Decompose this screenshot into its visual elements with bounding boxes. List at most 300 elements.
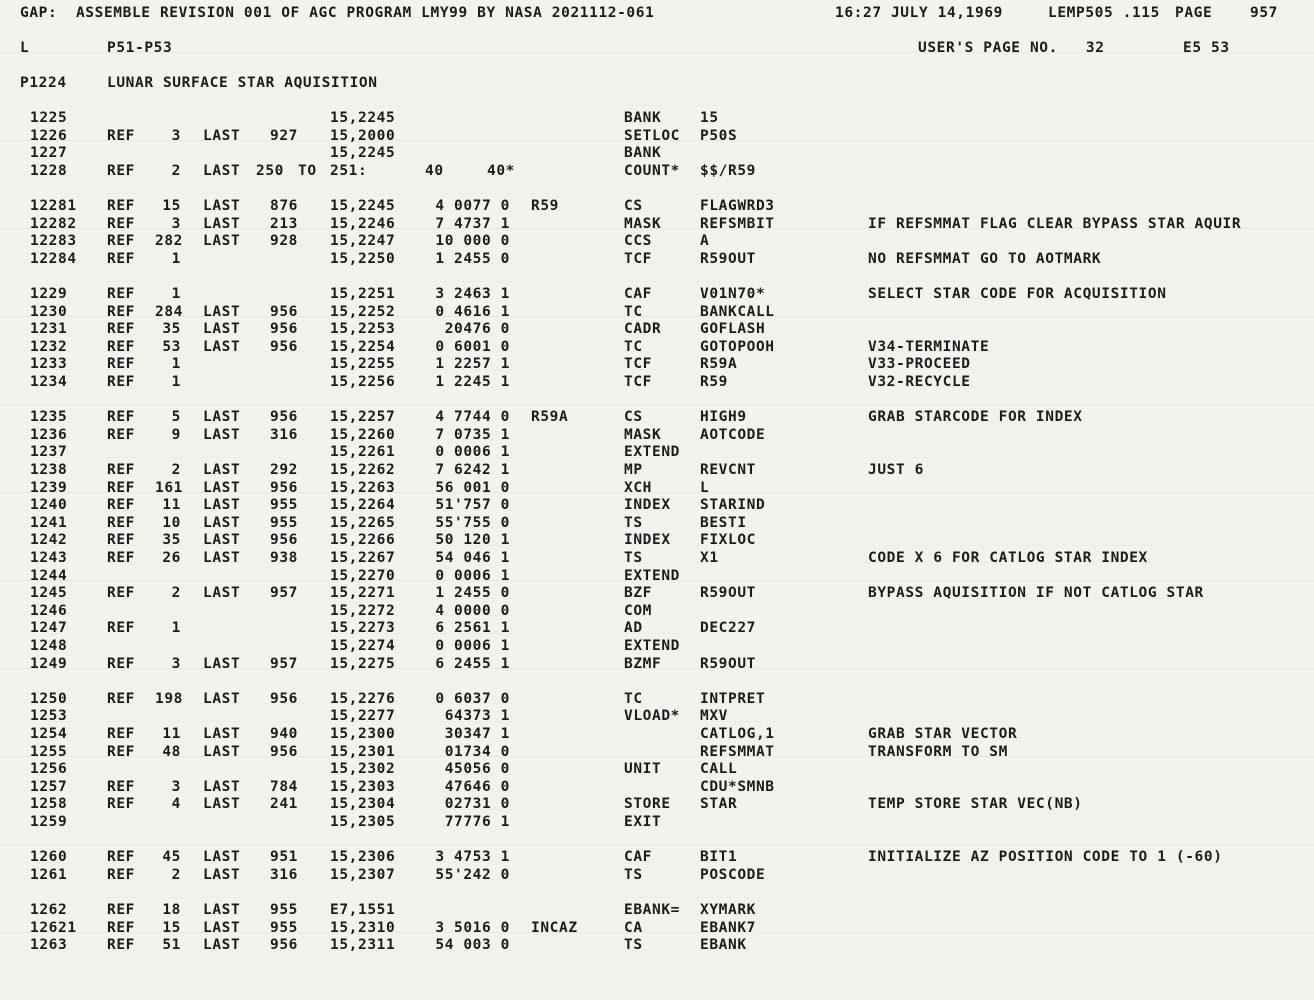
last-line: 951 xyxy=(270,849,298,866)
listing-code: L xyxy=(20,40,30,56)
line-number: 1233 xyxy=(30,356,68,373)
last-line: 213 xyxy=(270,215,298,232)
address: 15,2310 xyxy=(330,919,396,936)
machine-word: 0 6037 0 xyxy=(435,690,510,707)
section-title: LUNAR SURFACE STAR AQUISITION xyxy=(107,75,378,91)
address: 15,2303 xyxy=(330,778,396,795)
address: 15,2307 xyxy=(330,866,396,883)
listing-row xyxy=(0,638,1314,655)
operand: A xyxy=(700,233,710,250)
operand: 15 xyxy=(700,110,719,126)
address: 15,2306 xyxy=(330,849,396,866)
line-number: 1235 xyxy=(30,409,68,426)
address: 15,2274 xyxy=(330,638,396,654)
operand: INTPRET xyxy=(700,690,766,707)
last-keyword: LAST xyxy=(203,726,241,742)
operand: R59 xyxy=(700,374,728,390)
ref-keyword: REF xyxy=(107,127,135,144)
last-line: 876 xyxy=(270,198,298,214)
ref-keyword: REF xyxy=(107,796,135,813)
ref-count: 2 xyxy=(171,585,181,602)
operand: V01N70* xyxy=(700,286,766,302)
machine-word: 54 046 1 xyxy=(435,550,510,566)
last-line: 955 xyxy=(270,919,298,936)
address: 15,2266 xyxy=(330,532,396,549)
address: 15,2000 xyxy=(330,127,396,144)
machine-word: 10 000 0 xyxy=(435,233,510,250)
operand: R59OUT xyxy=(700,585,756,602)
operand: POSCODE xyxy=(700,866,766,883)
machine-word: 1 2245 1 xyxy=(435,374,510,390)
operand: DEC227 xyxy=(700,620,756,637)
ref-keyword: REF xyxy=(107,902,135,918)
listing-row xyxy=(0,198,1314,215)
operand: XYMARK xyxy=(700,902,756,918)
last-line: 955 xyxy=(270,497,298,514)
last-line: 956 xyxy=(270,479,298,496)
ref-keyword: REF xyxy=(107,409,135,426)
users-page-number: USER'S PAGE NO. 32 xyxy=(918,40,1105,56)
ref-count: 48 xyxy=(162,743,181,760)
line-number: 12283 xyxy=(30,233,77,250)
opcode: STORE xyxy=(624,796,671,813)
listing-row xyxy=(0,796,1314,813)
machine-word: 4 0077 0 xyxy=(435,198,510,214)
ref-keyword: REF xyxy=(107,303,135,320)
last-line: 292 xyxy=(270,462,298,478)
line-number: 1226 xyxy=(30,127,68,144)
last-keyword: LAST xyxy=(203,215,241,232)
last-line: 784 xyxy=(270,778,298,795)
operand: BESTI xyxy=(700,514,747,531)
listing-row xyxy=(0,691,1314,708)
line-number: 1253 xyxy=(30,708,68,725)
opcode: BZF xyxy=(624,585,652,602)
address: 15,2245 xyxy=(330,110,396,126)
listing-row xyxy=(0,532,1314,549)
ref-keyword: REF xyxy=(107,743,135,760)
last-line: 927 xyxy=(270,127,298,144)
last-keyword: LAST xyxy=(203,479,241,496)
machine-word: 0 0006 1 xyxy=(435,638,510,654)
ref-count: 45 xyxy=(162,849,181,866)
machine-word: 55'755 0 xyxy=(435,514,510,531)
ref-count: 1 xyxy=(171,374,181,390)
opcode: TC xyxy=(624,690,643,707)
address: 15,2252 xyxy=(330,303,396,320)
last-keyword: LAST xyxy=(203,426,241,443)
line-number: 1255 xyxy=(30,743,68,760)
machine-word: 20476 0 xyxy=(444,321,510,338)
listing-row xyxy=(0,480,1314,497)
opcode: TCF xyxy=(624,374,652,390)
address: E7,1551 xyxy=(330,902,396,918)
ref-count: 35 xyxy=(162,532,181,549)
opcode: CCS xyxy=(624,233,652,250)
page-number: 957 xyxy=(1250,5,1278,21)
listing-row xyxy=(0,761,1314,778)
address: 15,2251 xyxy=(330,286,396,302)
address: 15,2301 xyxy=(330,743,396,760)
listing-row xyxy=(0,128,1314,145)
last-keyword: LAST xyxy=(203,778,241,795)
ref-keyword: REF xyxy=(107,374,135,390)
ref-count: 2 xyxy=(171,866,181,883)
machine-word: 0 6001 0 xyxy=(435,338,510,355)
line-number: 1236 xyxy=(30,426,68,443)
assembly-header: GAP: ASSEMBLE REVISION 001 OF AGC PROGRAM LMY99 BY NASA 2021112-061 xyxy=(20,5,655,21)
address: 15,2277 xyxy=(330,708,396,725)
listing-row xyxy=(0,867,1314,884)
last-keyword: LAST xyxy=(203,796,241,813)
ref-keyword: REF xyxy=(107,321,135,338)
last-keyword: LAST xyxy=(203,866,241,883)
opcode: CA xyxy=(624,919,643,936)
last-line: 956 xyxy=(270,937,298,954)
machine-word: 55'242 0 xyxy=(435,866,510,883)
section-code: E5 53 xyxy=(1183,40,1230,56)
address: 15,2247 xyxy=(330,233,396,250)
opcode: MASK xyxy=(624,215,662,232)
last-keyword: LAST xyxy=(203,690,241,707)
line-number: 1257 xyxy=(30,778,68,795)
ref-keyword: REF xyxy=(107,514,135,531)
machine-word: 4 0000 0 xyxy=(435,602,510,619)
assembly-datetime: 16:27 JULY 14,1969 xyxy=(835,5,1003,21)
ref-count: 15 xyxy=(162,919,181,936)
opcode: TS xyxy=(624,514,643,531)
operand: STAR xyxy=(700,796,738,813)
line-number: 1243 xyxy=(30,550,68,566)
operand: REFSMBIT xyxy=(700,215,775,232)
ref-count: 1 xyxy=(171,286,181,302)
operand: CATLOG,1 xyxy=(700,726,775,742)
opcode: TCF xyxy=(624,356,652,373)
last-line: 938 xyxy=(270,550,298,566)
count-value: 40 xyxy=(425,162,444,179)
machine-word: 7 6242 1 xyxy=(435,462,510,478)
ref-keyword: REF xyxy=(107,585,135,602)
address: 15,2311 xyxy=(330,937,396,954)
listing-row xyxy=(0,779,1314,796)
last-line: 956 xyxy=(270,690,298,707)
operand: FIXLOC xyxy=(700,532,756,549)
opcode: CS xyxy=(624,409,643,426)
operand: CDU*SMNB xyxy=(700,778,775,795)
ref-keyword: REF xyxy=(107,338,135,355)
line-number: 1241 xyxy=(30,514,68,531)
line-number: 1228 xyxy=(30,162,68,179)
ref-count: 2 xyxy=(171,162,181,179)
ref-count: 198 xyxy=(155,690,183,707)
opcode: TC xyxy=(624,338,643,355)
operand: BANKCALL xyxy=(700,303,775,320)
address: 15,2262 xyxy=(330,462,396,478)
machine-word: 6 2455 1 xyxy=(435,655,510,672)
line-number: 1248 xyxy=(30,638,68,654)
listing-row xyxy=(0,356,1314,373)
last-line: 940 xyxy=(270,726,298,742)
ref-count: 282 xyxy=(155,233,183,250)
address: 15,2245 xyxy=(330,145,396,162)
operand: HIGH9 xyxy=(700,409,747,426)
comment: V34-TERMINATE xyxy=(868,338,990,355)
ref-keyword: REF xyxy=(107,866,135,883)
line-number: 1238 xyxy=(30,462,68,478)
line-number: 1234 xyxy=(30,374,68,390)
address: 15,2250 xyxy=(330,250,396,267)
line-number: 1247 xyxy=(30,620,68,637)
line-number: 1246 xyxy=(30,602,68,619)
machine-word: 30347 1 xyxy=(444,726,510,742)
address: 15,2302 xyxy=(330,761,396,778)
ref-keyword: REF xyxy=(107,162,135,179)
opcode: CS xyxy=(624,198,643,214)
listing-row xyxy=(0,304,1314,321)
address: 15,2254 xyxy=(330,338,396,355)
operand: R59OUT xyxy=(700,250,756,267)
address: 15,2300 xyxy=(330,726,396,742)
address: 15,2265 xyxy=(330,514,396,531)
to-keyword: TO xyxy=(298,162,317,179)
address: 15,2260 xyxy=(330,426,396,443)
last-line: 956 xyxy=(270,321,298,338)
line-number: 1227 xyxy=(30,145,68,162)
listing-row xyxy=(0,145,1314,162)
opcode: BANK xyxy=(624,110,662,126)
comment: TRANSFORM TO SM xyxy=(868,743,1008,760)
line-number: 12621 xyxy=(30,919,77,936)
listing-row xyxy=(0,726,1314,743)
listing-row xyxy=(0,937,1314,954)
ref-count: 18 xyxy=(162,902,181,918)
last-keyword: LAST xyxy=(203,550,241,566)
line-number: 1230 xyxy=(30,303,68,320)
ref-keyword: REF xyxy=(107,198,135,214)
machine-word: 3 2463 1 xyxy=(435,286,510,302)
last-line: 957 xyxy=(270,585,298,602)
ref-keyword: REF xyxy=(107,532,135,549)
opcode: EXTEND xyxy=(624,444,680,461)
address: 15,2270 xyxy=(330,567,396,584)
last-keyword: LAST xyxy=(203,321,241,338)
listing-row xyxy=(0,585,1314,602)
ref-count: 3 xyxy=(171,655,181,672)
comment: NO REFSMMAT GO TO AOTMARK xyxy=(868,250,1102,267)
address: 15,2256 xyxy=(330,374,396,390)
last-line: 956 xyxy=(270,532,298,549)
listing-row xyxy=(0,497,1314,514)
ref-count: 3 xyxy=(171,215,181,232)
operand: EBANK7 xyxy=(700,919,756,936)
last-keyword: LAST xyxy=(203,514,241,531)
last-keyword: LAST xyxy=(203,303,241,320)
last-keyword: LAST xyxy=(203,532,241,549)
ref-keyword: REF xyxy=(107,778,135,795)
listing-row xyxy=(0,110,1314,127)
line-number: 1250 xyxy=(30,690,68,707)
machine-word: 02731 0 xyxy=(444,796,510,813)
opcode: TS xyxy=(624,937,643,954)
address: 15,2272 xyxy=(330,602,396,619)
last-keyword: LAST xyxy=(203,497,241,514)
machine-word: 64373 1 xyxy=(444,708,510,725)
listing-row xyxy=(0,620,1314,637)
last-line: 956 xyxy=(270,409,298,426)
operand: REVCNT xyxy=(700,462,756,478)
ref-count: 5 xyxy=(171,409,181,426)
listing-row xyxy=(0,656,1314,673)
comment: V33-PROCEED xyxy=(868,356,971,373)
machine-word: 0 0006 1 xyxy=(435,567,510,584)
ref-keyword: REF xyxy=(107,919,135,936)
opcode: UNIT xyxy=(624,761,662,778)
opcode: INDEX xyxy=(624,532,671,549)
opcode: BZMF xyxy=(624,655,662,672)
address: 15,2273 xyxy=(330,620,396,637)
last-line: 955 xyxy=(270,902,298,918)
operand: CALL xyxy=(700,761,738,778)
ref-keyword: REF xyxy=(107,215,135,232)
line-number: 1258 xyxy=(30,796,68,813)
machine-word: 3 5016 0 xyxy=(435,919,510,936)
line-number: 1262 xyxy=(30,902,68,918)
line-number: 1244 xyxy=(30,567,68,584)
line-number: 1237 xyxy=(30,444,68,461)
opcode: CAF xyxy=(624,286,652,302)
line-number: 1240 xyxy=(30,497,68,514)
operand: GOFLASH xyxy=(700,321,766,338)
listing-row xyxy=(0,550,1314,567)
line-number: 1225 xyxy=(30,110,68,126)
address: 15,2255 xyxy=(330,356,396,373)
address: 15,2263 xyxy=(330,479,396,496)
listing-row xyxy=(0,902,1314,919)
machine-word: 77776 1 xyxy=(444,814,510,830)
line-number: 12284 xyxy=(30,250,77,267)
opcode: CAF xyxy=(624,849,652,866)
ref-keyword: REF xyxy=(107,726,135,742)
program-range: P51-P53 xyxy=(107,40,173,56)
last-line: 956 xyxy=(270,303,298,320)
comment: TEMP STORE STAR VEC(NB) xyxy=(868,796,1083,813)
opcode: EXTEND xyxy=(624,567,680,584)
last-line: 956 xyxy=(270,743,298,760)
line-number: 12281 xyxy=(30,198,77,214)
machine-word: 4 7744 0 xyxy=(435,409,510,426)
line-number: 1259 xyxy=(30,814,68,830)
last-keyword: LAST xyxy=(203,849,241,866)
ref-keyword: REF xyxy=(107,462,135,478)
last-line: 241 xyxy=(270,796,298,813)
opcode: XCH xyxy=(624,479,652,496)
ref-keyword: REF xyxy=(107,550,135,566)
ref-count: 9 xyxy=(171,426,181,443)
line-number: 1229 xyxy=(30,286,68,302)
last-line: 956 xyxy=(270,338,298,355)
comment: CODE X 6 FOR CATLOG STAR INDEX xyxy=(868,550,1148,566)
listing-row xyxy=(0,568,1314,585)
address: 15,2304 xyxy=(330,796,396,813)
line-number: 1232 xyxy=(30,338,68,355)
operand: L xyxy=(700,479,710,496)
opcode: COM xyxy=(624,602,652,619)
opcode: TS xyxy=(624,550,643,566)
comment: V32-RECYCLE xyxy=(868,374,971,390)
ref-count: 1 xyxy=(171,250,181,267)
listing-row xyxy=(0,444,1314,461)
listing-row xyxy=(0,409,1314,426)
line-number: 1256 xyxy=(30,761,68,778)
ref-keyword: REF xyxy=(107,426,135,443)
comment: GRAB STAR VECTOR xyxy=(868,726,1018,742)
last-line: 928 xyxy=(270,233,298,250)
last-keyword: LAST xyxy=(203,902,241,918)
listing-row xyxy=(0,286,1314,303)
page-label: PAGE xyxy=(1175,5,1213,21)
ref-count: 11 xyxy=(162,726,181,742)
last-keyword: LAST xyxy=(203,338,241,355)
ref-keyword: REF xyxy=(107,655,135,672)
line-number: 1260 xyxy=(30,849,68,866)
section-id: P1224 xyxy=(20,75,67,91)
machine-word: 0 0006 1 xyxy=(435,444,510,461)
opcode: EXIT xyxy=(624,814,662,830)
operand: MXV xyxy=(700,708,728,725)
label: R59A xyxy=(531,409,569,426)
ref-keyword: REF xyxy=(107,250,135,267)
last-keyword: LAST xyxy=(203,655,241,672)
line-number: 1263 xyxy=(30,937,68,954)
opcode: CADR xyxy=(624,321,662,338)
last-keyword: LAST xyxy=(203,127,241,144)
ref-count: 35 xyxy=(162,321,181,338)
operand: BIT1 xyxy=(700,849,738,866)
comment: BYPASS AQUISITION IF NOT CATLOG STAR xyxy=(868,585,1204,602)
ref-count: 284 xyxy=(155,303,183,320)
ref-count: 15 xyxy=(162,198,181,214)
machine-word: 1 2455 0 xyxy=(435,585,510,602)
machine-word: 0 4616 1 xyxy=(435,303,510,320)
opcode: TCF xyxy=(624,250,652,267)
listing-row xyxy=(0,216,1314,233)
machine-word: 1 2257 1 xyxy=(435,356,510,373)
line-number: 1239 xyxy=(30,479,68,496)
address: 15,2257 xyxy=(330,409,396,426)
machine-word: 7 4737 1 xyxy=(435,215,510,232)
operand: STARIND xyxy=(700,497,766,514)
ref-keyword: REF xyxy=(107,479,135,496)
last-keyword: LAST xyxy=(203,198,241,214)
opcode: MASK xyxy=(624,426,662,443)
ref-count: 11 xyxy=(162,497,181,514)
last-keyword: LAST xyxy=(203,937,241,954)
opcode: TC xyxy=(624,303,643,320)
operand: EBANK xyxy=(700,937,747,954)
operand: REFSMMAT xyxy=(700,743,775,760)
opcode: BANK xyxy=(624,145,662,162)
machine-word: 51'757 0 xyxy=(435,497,510,514)
ref-count: 51 xyxy=(162,937,181,954)
last-keyword: LAST xyxy=(203,743,241,760)
address: 15,2253 xyxy=(330,321,396,338)
machine-word: 3 4753 1 xyxy=(435,849,510,866)
assembly-run-id: LEMP505 .115 xyxy=(1048,5,1160,21)
listing-row xyxy=(0,708,1314,725)
listing-row xyxy=(0,849,1314,866)
listing-row xyxy=(0,251,1314,268)
operand: R59OUT xyxy=(700,655,756,672)
